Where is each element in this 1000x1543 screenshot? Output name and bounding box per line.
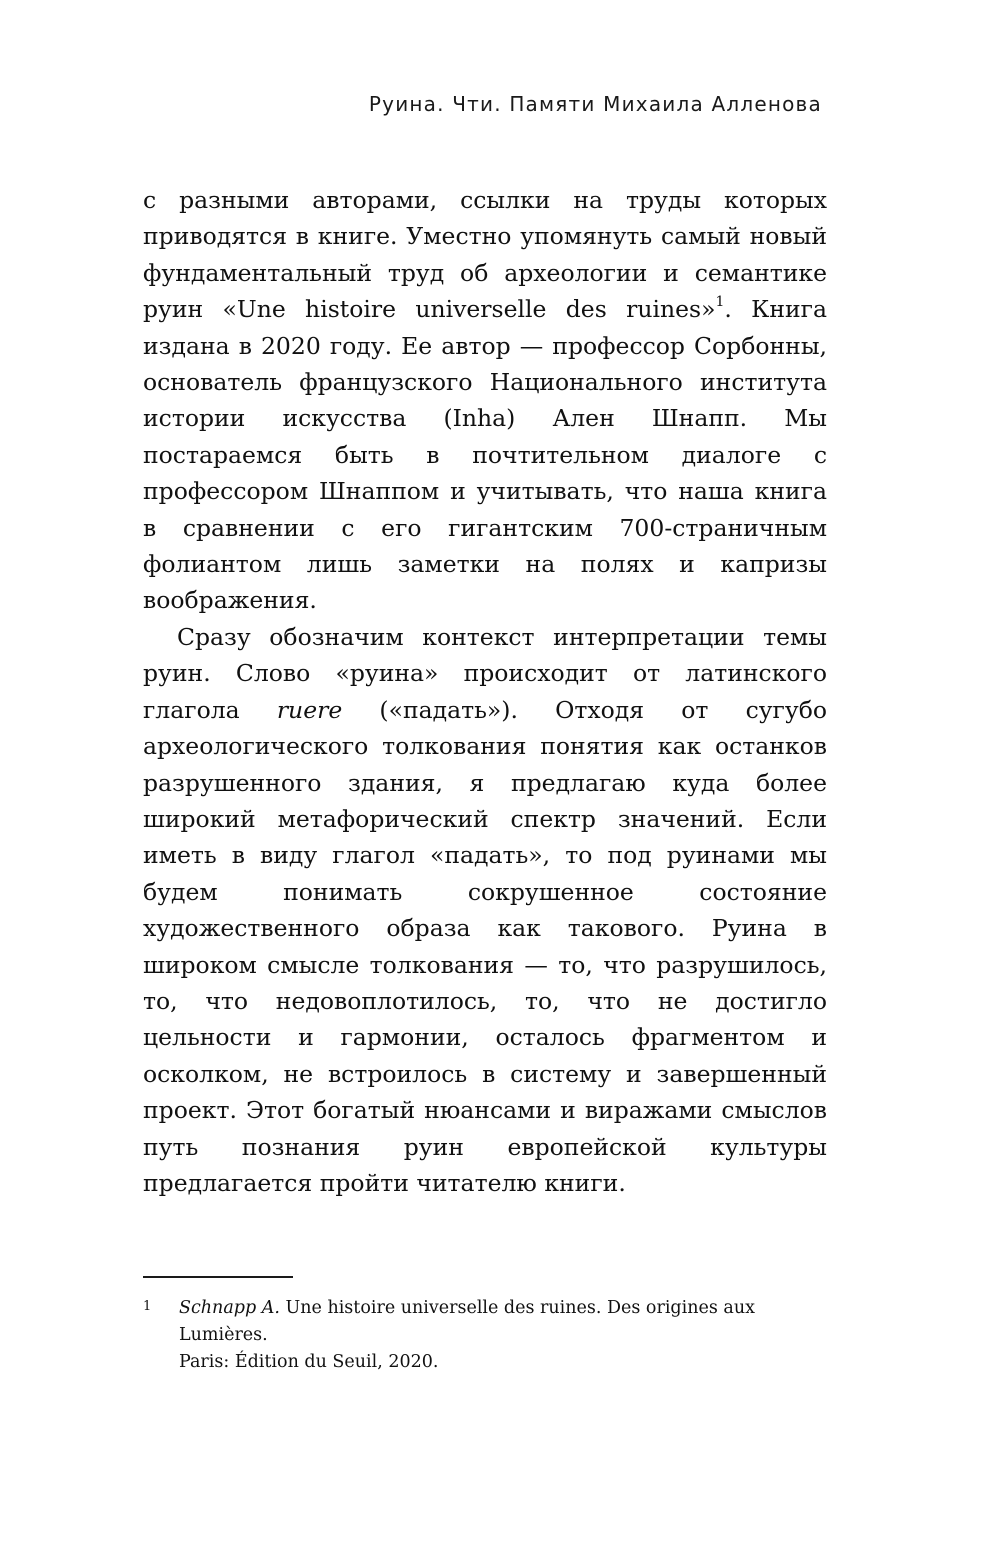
footnote [143, 1295, 833, 1376]
paragraph-2 [143, 619, 827, 1202]
footnote-reference: 1 [715, 294, 725, 311]
footnote-text-line-1: Une histoire universelle des ruines. Des origines aux Lumières. [179, 1298, 755, 1345]
paragraph-1-text-a: с разными авторами, ссылки на труды которых приводятся в книге. Уместно упомянуть самый новый фундаментальный труд об археологии и семантике руин «Une histoire universelle des ruines» [143, 186, 827, 324]
footnote-marker: 1 [143, 1299, 152, 1314]
running-head-title: Руина. Чти. Памяти Михаила Алленова [368, 92, 822, 116]
paragraph-2-text-b: («падать»). Отходя от сугубо археологического толкования понятия как останков разрушенного здания, я предлагаю куда более широкий метафорический спектр значений. Если иметь в виду глагол «падать», то под руинами мы будем понимать сокрушенное состояние художественного образа как такового. Руина в широком смысле толкования — то, что разрушилось, то, что недовоплотилось, то, что не достигло цельности и гармонии, осталось фрагментом и осколком, не встроилось в систему и завершенный проект. Этот богатый нюансами и виражами смыслов путь познания руин европейской культуры предлагается пройти читателю книги. [143, 695, 827, 1197]
paragraph-1 [143, 182, 827, 619]
footnote-text [179, 1295, 833, 1376]
paragraph-1-text-b: . Книга издана в 2020 году. Ее автор — профессор Сорбонны, основатель французского Национального института истории искусства (Inha) Ален Шнапп. Мы постараемся быть в почтительном диалоге с профессором Шнаппом и учитывать, что наша книга в сравнении с его гигантским 700-страничным фолиантом лишь заметки на полях и капризы воображения. [143, 295, 827, 615]
main-text [143, 182, 827, 1201]
footnote-text-line-2: Paris: Édition du Seuil, 2020. [179, 1352, 439, 1372]
latin-word: ruere [276, 695, 343, 724]
footnote-separator [143, 1276, 293, 1278]
paragraph-2-text-a: Сразу обозначим контекст интерпретации темы руин. Слово «руина» происходит от латинского глагола [143, 622, 827, 724]
footnote-author: Schnapp A. [179, 1298, 280, 1318]
